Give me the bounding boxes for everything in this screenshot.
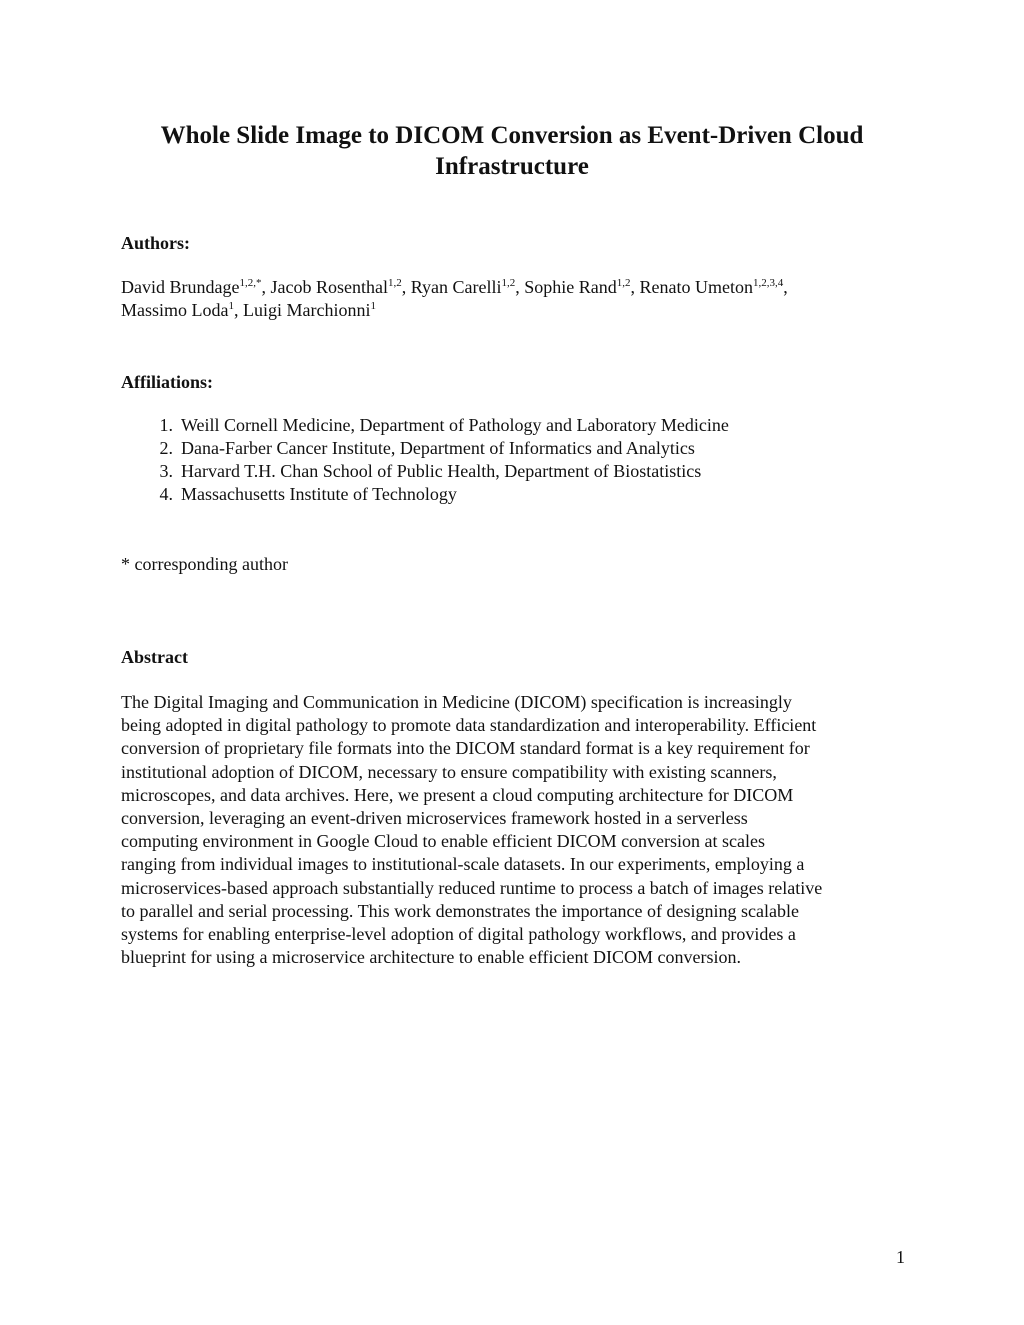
affiliation-number: 4. (159, 484, 173, 504)
author-name: Ryan Carelli (410, 277, 502, 297)
author-affiliation-marker: 1 (370, 300, 376, 312)
abstract-heading: Abstract (121, 647, 188, 667)
author-name: Luigi Marchionni (243, 300, 371, 320)
abstract-line: ranging from individual images to institutional-scale datasets. In our experiments, employing a (121, 854, 805, 875)
page-number: 1 (896, 1247, 905, 1267)
authors-line-2 (121, 299, 376, 322)
author-separator: , (515, 277, 525, 297)
author-separator: , (630, 277, 640, 297)
affiliation-number: 3. (159, 461, 173, 481)
authors-line-1 (121, 276, 788, 299)
author-affiliation-marker: 1,2 (387, 277, 402, 289)
abstract-line: systems for enabling enterprise-level adoption of digital pathology workflows, and provides a (121, 924, 796, 945)
paper-title (120, 120, 904, 182)
author-affiliation-marker: 1,2,3,4 (752, 277, 784, 289)
author-name: David Brundage (121, 277, 240, 297)
author-separator: , (783, 277, 788, 297)
author-affiliation-marker: 1,2 (501, 277, 516, 289)
corresponding-author-note: * corresponding author (121, 554, 288, 574)
abstract-line: conversion of proprietary file formats into the DICOM standard format is a key requirement for (121, 738, 810, 759)
list-item (121, 414, 729, 437)
author-separator: , (234, 300, 243, 320)
abstract-line: microservices-based approach substantially reduced runtime to process a batch of images relative (121, 877, 823, 898)
affiliation-text: Massachusetts Institute of Technology (181, 484, 457, 504)
title-line-1: Whole Slide Image to DICOM Conversion as Event-Driven Cloud (160, 122, 864, 149)
author-name: Sophie Rand (524, 277, 617, 297)
author-affiliation-marker: 1,2 (616, 277, 631, 289)
author-affiliation-marker: 1 (228, 300, 234, 312)
list-item (121, 437, 729, 460)
affiliations-heading: Affiliations: (121, 372, 213, 392)
affiliation-number: 2. (159, 438, 173, 458)
author-name: Renato Umeton (639, 277, 753, 297)
abstract-line: institutional adoption of DICOM, necessary to ensure compatibility with existing scanners, (121, 761, 777, 782)
authors-heading: Authors: (121, 233, 191, 253)
title-line-2: Infrastructure (435, 153, 589, 180)
affiliation-text: Weill Cornell Medicine, Department of Pathology and Laboratory Medicine (181, 415, 729, 435)
list-item (121, 483, 729, 506)
abstract-body (121, 691, 911, 969)
author-affiliation-marker: 1,2,* (239, 277, 262, 289)
abstract-line: microscopes, and data archives. Here, we present a cloud computing architecture for DICOM (121, 784, 794, 805)
affiliation-text: Harvard T.H. Chan School of Public Health, Department of Biostatistics (181, 461, 702, 481)
author-name: Massimo Loda (121, 300, 229, 320)
author-separator: , (401, 277, 411, 297)
abstract-line: The Digital Imaging and Communication in Medicine (DICOM) specification is increasingly (121, 692, 792, 712)
affiliation-number: 1. (159, 415, 173, 435)
author-separator: , (261, 277, 271, 297)
abstract-line: computing environment in Google Cloud to enable efficient DICOM conversion at scales (121, 831, 766, 852)
list-item (121, 460, 729, 483)
author-name: Jacob Rosenthal (270, 277, 388, 297)
abstract-line: being adopted in digital pathology to promote data standardization and interoperability. Efficient (121, 715, 817, 736)
abstract-line: conversion, leveraging an event-driven microservices framework hosted in a serverless (121, 808, 748, 829)
affiliation-text: Dana-Farber Cancer Institute, Department of Informatics and Analytics (181, 438, 695, 458)
abstract-line: blueprint for using a microservice architecture to enable efficient DICOM conversion. (121, 947, 741, 968)
abstract-line: to parallel and serial processing. This work demonstrates the importance of designing scalable (121, 900, 799, 921)
affiliations-list (121, 414, 729, 506)
